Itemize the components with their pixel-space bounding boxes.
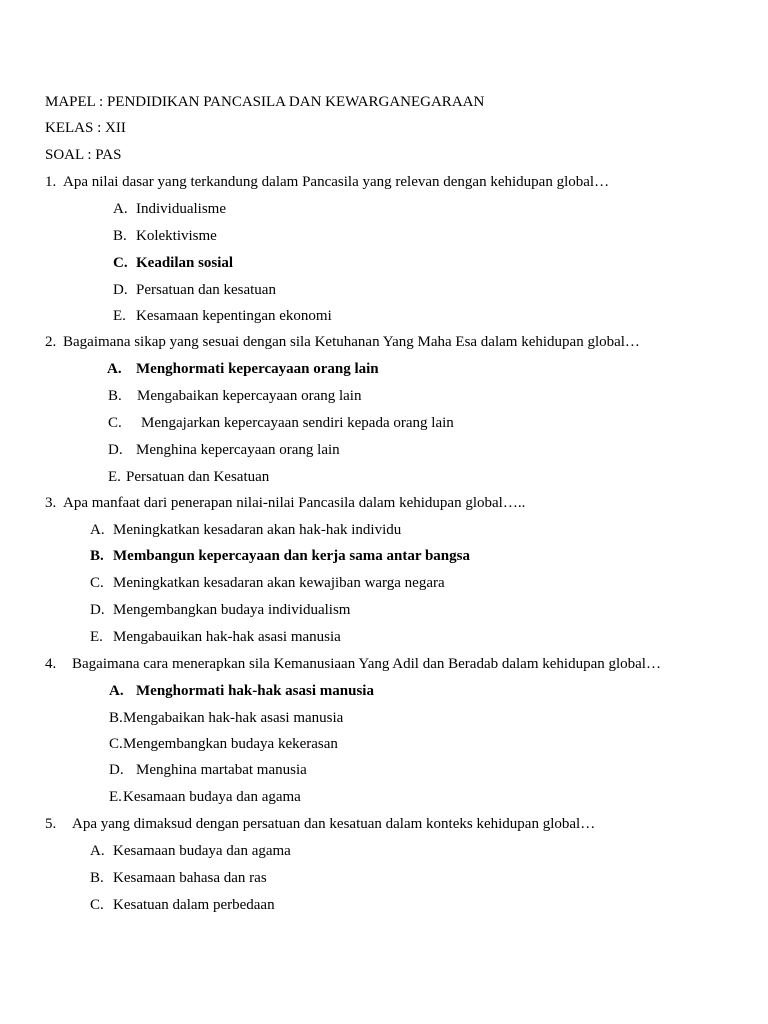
option-letter: C.	[108, 415, 122, 431]
option-text: Persatuan dan kesatuan	[136, 282, 276, 298]
option-letter: D.	[90, 602, 105, 618]
option-5b	[90, 865, 267, 892]
option-text: Menghormati hak-hak asasi manusia	[136, 683, 374, 699]
question-3	[45, 490, 525, 517]
option-1c-answer	[113, 250, 233, 277]
option-letter: B.	[113, 228, 127, 244]
option-1b	[113, 223, 217, 250]
question-text: Apa nilai dasar yang terkandung dalam Pancasila yang relevan dengan kehidupan global…	[63, 174, 610, 190]
option-1a	[113, 196, 226, 223]
option-text: Individualisme	[136, 201, 226, 217]
option-text: Kesamaan kepentingan ekonomi	[136, 308, 332, 324]
class-text: KELAS : XII	[45, 120, 126, 136]
option-letter: C.	[90, 897, 104, 913]
option-text: Kesamaan budaya dan agama	[123, 789, 301, 805]
option-letter: B.	[90, 548, 104, 564]
option-4d	[109, 757, 307, 784]
option-letter: E.	[108, 469, 121, 485]
option-3b-answer	[90, 543, 470, 570]
option-text: Mengembangkan budaya kekerasan	[123, 736, 338, 752]
option-text: Persatuan dan Kesatuan	[126, 469, 270, 485]
question-2	[45, 329, 640, 356]
option-3a	[90, 517, 401, 544]
option-letter: D.	[108, 442, 123, 458]
option-letter: A.	[109, 683, 124, 699]
option-5a	[90, 838, 291, 865]
question-number: 2.	[45, 334, 57, 350]
option-2e	[108, 464, 269, 491]
subject-line	[45, 89, 484, 116]
option-letter: D.	[113, 282, 128, 298]
option-4e	[109, 784, 301, 811]
question-1	[45, 169, 609, 196]
option-2d	[108, 437, 340, 464]
option-text: Mengabaikan kepercayaan orang lain	[137, 388, 362, 404]
option-letter: E.	[109, 789, 122, 805]
option-4b	[109, 705, 343, 732]
option-letter: E.	[113, 308, 126, 324]
option-4c	[109, 731, 338, 758]
option-letter: B.	[90, 870, 104, 886]
option-text: Keadilan sosial	[136, 255, 234, 271]
question-number: 1.	[45, 174, 57, 190]
option-letter: A.	[107, 361, 122, 377]
option-letter: E.	[90, 629, 103, 645]
option-text: Mengajarkan kepercayaan sendiri kepada orang lain	[141, 415, 454, 431]
exam-type-line	[45, 142, 121, 169]
option-2b	[108, 383, 361, 410]
option-1d	[113, 277, 276, 304]
option-text: Menghina martabat manusia	[136, 762, 307, 778]
option-letter: D.	[109, 762, 124, 778]
option-text: Mengabauikan hak-hak asasi manusia	[113, 629, 341, 645]
option-text: Meningkatkan kesadaran akan kewajiban warga negara	[113, 575, 445, 591]
option-3e	[90, 624, 341, 651]
option-text: Menghina kepercayaan orang lain	[136, 442, 340, 458]
question-text: Apa manfaat dari penerapan nilai-nilai Pancasila dalam kehidupan global…..	[63, 495, 526, 511]
option-letter: A.	[90, 522, 105, 538]
option-text: Mengabaikan hak-hak asasi manusia	[123, 710, 344, 726]
question-text: Apa yang dimaksud dengan persatuan dan kesatuan dalam konteks kehidupan global…	[72, 816, 596, 832]
option-letter: B.	[108, 388, 122, 404]
option-2c	[108, 410, 454, 437]
option-letter: A.	[113, 201, 128, 217]
option-letter: C.	[113, 255, 128, 271]
option-letter: C.	[90, 575, 104, 591]
question-text: Bagaimana cara menerapkan sila Kemanusiaan Yang Adil dan Beradab dalam kehidupan global…	[72, 656, 661, 672]
question-number: 5.	[45, 816, 57, 832]
option-text: Meningkatkan kesadaran akan hak-hak individu	[113, 522, 402, 538]
option-letter: C.	[109, 736, 123, 752]
question-number: 3.	[45, 495, 57, 511]
option-letter: A.	[90, 843, 105, 859]
option-text: Kesamaan bahasa dan ras	[113, 870, 267, 886]
question-text: Bagaimana sikap yang sesuai dengan sila Ketuhanan Yang Maha Esa dalam kehidupan global…	[63, 334, 640, 350]
class-line	[45, 115, 126, 142]
option-text: Kolektivisme	[136, 228, 217, 244]
option-text: Membangun kepercayaan dan kerja sama antar bangsa	[113, 548, 470, 564]
option-3d	[90, 597, 350, 624]
option-text: Menghormati kepercayaan orang lain	[136, 361, 379, 377]
option-3c	[90, 570, 445, 597]
option-text: Mengembangkan budaya individualism	[113, 602, 351, 618]
option-letter: B.	[109, 710, 123, 726]
option-2a-answer	[107, 356, 379, 383]
question-4	[45, 651, 661, 678]
question-5	[45, 811, 595, 838]
question-number: 4.	[45, 656, 57, 672]
option-1e	[113, 303, 332, 330]
option-text: Kesatuan dalam perbedaan	[113, 897, 275, 913]
option-text: Kesamaan budaya dan agama	[113, 843, 291, 859]
subject-text: MAPEL : PENDIDIKAN PANCASILA DAN KEWARGANEGARAAN	[45, 94, 485, 110]
exam-type-text: SOAL : PAS	[45, 147, 122, 163]
option-5c	[90, 892, 275, 919]
option-4a-answer	[109, 678, 374, 705]
